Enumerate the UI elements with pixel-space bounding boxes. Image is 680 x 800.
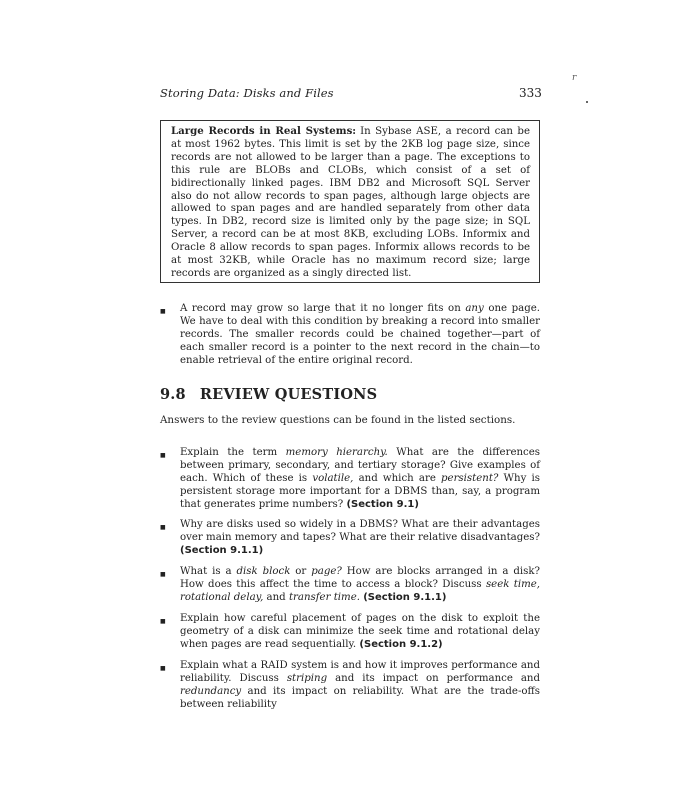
callout-body: In Sybase ASE, a record can be at most 1962 bytes. This limit is set by the 2KB log page size, since records are not allowed to be larger than a page. The exceptions to this rule are BLOBs and CLOBs, which consist of a set of bidirectionally linked pages. IBM DB2 and Microsoft SQL Server also do not allow records to span pages, although large objects are allowed to span pages and are handled separately from other data types. In DB2, record size is limited only by the page size; in SQL Server, a record can be at most 8KB, excluding LOBs. Informix and Oracle 8 allow records to span pages. Informix allows records to be at most 32KB, while Oracle has no maximum record size; large records are organized as a singly directed list.	[171, 126, 530, 279]
section-reference: (Section 9.1.1)	[180, 545, 264, 556]
bullet-square-icon: ■	[160, 571, 166, 578]
review-question-2	[160, 518, 540, 557]
corner-dot	[586, 101, 588, 103]
list-item	[160, 302, 540, 367]
record-span-bullet	[160, 302, 540, 367]
bullet-square-icon: ■	[160, 618, 166, 625]
bullet-square-icon: ■	[160, 665, 166, 672]
question-text: Explain how careful placement of pages on the disk to exploit the geometry of a disk can minimize the seek time and rotational delay when pages are read sequentially. (Section 9.1.2)	[180, 613, 540, 650]
bullet-square-icon: ■	[160, 524, 166, 531]
question-text: Explain the term memory hierarchy. What are the differences between primary, secondary, and tertiary storage? Give examples of each. Which of these is volatile, and which are persistent? Why is persistent storage more important for a DBMS than, say, a program that generates prime numbers? (Section 9.1)	[180, 447, 540, 510]
list-item	[160, 446, 540, 511]
section-heading	[160, 386, 377, 403]
page-number: 333	[519, 86, 542, 100]
bullet-text: A record may grow so large that it no longer fits on any one page. We have to deal with this condition by breaking a record into smaller records. The smaller records could be chained together—part of each smaller record is a pointer to the next record in the chain—to enable retrieval of the entire original record.	[180, 303, 540, 366]
callout-title: Large Records in Real Systems:	[171, 125, 357, 137]
section-reference: (Section 9.1.2)	[359, 639, 443, 650]
review-question-4	[160, 612, 540, 651]
question-text: Why are disks used so widely in a DBMS? What are their advantages over main memory and tapes? What are their relative disadvantages? (Section 9.1.1)	[180, 519, 540, 556]
section-number: 9.8	[160, 386, 186, 403]
section-intro: Answers to the review questions can be found in the listed sections.	[160, 414, 516, 426]
list-item	[160, 659, 540, 711]
section-reference: (Section 9.1)	[346, 499, 419, 510]
list-item	[160, 565, 540, 604]
corner-mark: r	[572, 73, 577, 83]
review-question-5	[160, 659, 540, 711]
bullet-square-icon: ■	[160, 452, 166, 459]
question-text: What is a disk block or page? How are blocks arranged in a disk? How does this affect the time to access a block? Discuss seek time, rotational delay, and transfer time. (Section 9.1.1)	[180, 566, 540, 603]
review-question-3	[160, 565, 540, 604]
question-text: Explain what a RAID system is and how it improves performance and reliability. Discuss striping and its impact on performance and redundancy and its impact on reliability. What are the trade-offs between reliability	[180, 660, 540, 710]
list-item	[160, 518, 540, 557]
running-title: Storing Data: Disks and Files	[160, 86, 334, 100]
section-reference: (Section 9.1.1)	[363, 592, 447, 603]
sidebar-callout-box	[160, 120, 540, 283]
callout-text	[171, 125, 530, 281]
list-item	[160, 612, 540, 651]
review-question-1	[160, 446, 540, 511]
bullet-square-icon: ■	[160, 308, 166, 315]
section-title: REVIEW QUESTIONS	[199, 386, 378, 403]
